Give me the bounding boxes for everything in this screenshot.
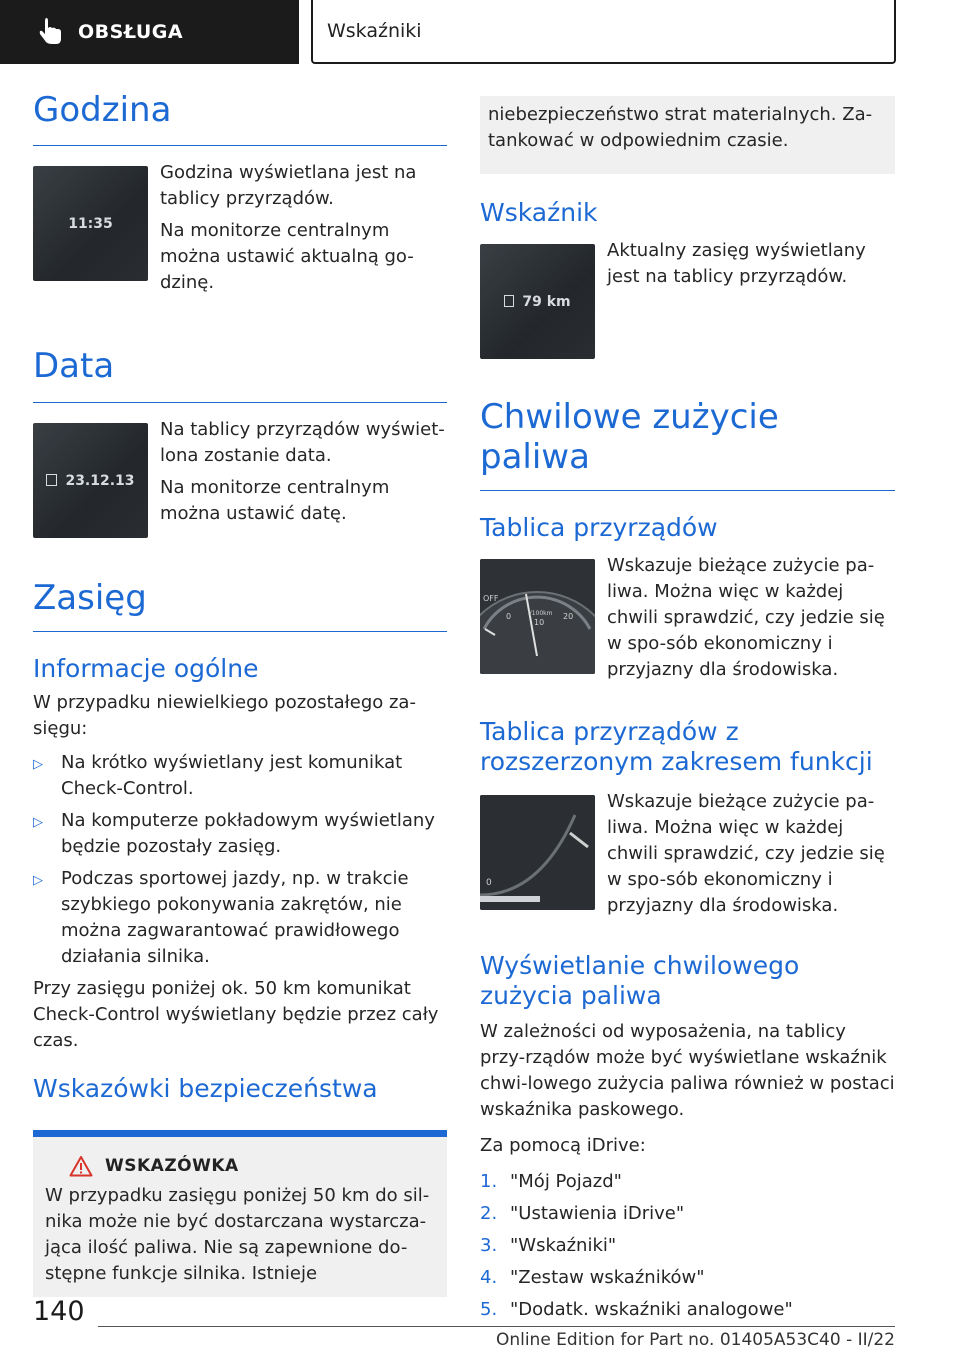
clock-display-text: 11:35 <box>68 215 113 232</box>
right-column <box>480 96 895 1329</box>
wskaznik-block <box>480 240 895 359</box>
warning-continuation-text: niebezpieczeństwo strat materialnych. Za-tankować w odpowiednim czasie. <box>488 104 873 151</box>
clock-display-image <box>33 166 148 281</box>
warning-triangle-icon <box>69 1155 93 1177</box>
heading-data: Data <box>33 346 115 386</box>
list-item: 5. "Dodatk. wskaźniki analogowe" <box>480 1299 793 1320</box>
heading-rule <box>33 402 447 403</box>
heading-wyswietlanie: Wyświetlanie chwilowego zużycia paliwa <box>480 951 800 1010</box>
heading-rule <box>480 490 895 491</box>
warning-title: WSKAZÓWKA <box>105 1156 239 1176</box>
edition-note: Online Edition for Part no. 01405A53C40 - II/22 <box>495 1330 895 1350</box>
godzina-block <box>33 162 447 296</box>
date-display-image <box>33 423 148 538</box>
gauge-20-label: 20 <box>563 612 574 621</box>
heading-informacje-ogolne: Informacje ogólne <box>33 654 259 683</box>
heading-tablica-rozszerzona: Tablica przyrządów z rozszerzonym zakresem funkcji <box>480 717 873 776</box>
data-paragraph-1: Na tablicy przyrządów wyświet-lona zostanie data. <box>160 419 445 466</box>
footer-rule <box>98 1326 895 1327</box>
calendar-icon <box>46 474 57 486</box>
zasieg-intro: W przypadku niewielkiego pozostałego za-sięgu: <box>33 692 416 739</box>
zasieg-outro: Przy zasięgu poniżej ok. 50 km komunikat Check-Control wyświetlany będzie przez cały czas. <box>33 978 439 1051</box>
heading-rule <box>33 145 447 146</box>
godzina-paragraph-1: Godzina wyświetlana jest na tablicy przyrządów. <box>160 162 417 209</box>
heading-tablica-przyrzadow: Tablica przyrządów <box>480 513 718 542</box>
gauge-unit-label: l/100km <box>528 610 553 617</box>
heading-wskazowki-bezpieczenstwa: Wskazówki bezpieczeństwa <box>33 1074 378 1103</box>
wyswietlanie-paragraph-1: W zależności od wyposażenia, na tablicy przy-rządów może być wyświetlane wskaźnik chwi-lowego zużycia paliwa również w postaci wskaźnika paskowego. <box>480 1021 895 1120</box>
page-number: 140 <box>33 1296 85 1327</box>
rozszerzona-paragraph: Wskazuje bieżące zużycie pa-liwa. Można więc w każdej chwili sprawdzić, czy jedzie się w spo-sób ekonomiczny i przyjazny dla środowiska. <box>607 791 885 916</box>
list-item: 3. "Wskaźniki" <box>480 1235 617 1256</box>
heading-chwilowe-zuzycie: Chwilowe zużycie paliwa <box>480 397 779 477</box>
list-item: ▷ Na krótko wyświetlany jest komunikat Check-Control. <box>33 750 447 802</box>
tablica-paragraph: Wskazuje bieżące zużycie pa-liwa. Można więc w każdej chwili sprawdzić, czy jedzie się w spo-sób ekonomiczny i przyjazny dla środowiska. <box>607 555 885 680</box>
heading-godzina: Godzina <box>33 90 172 130</box>
list-item: 2. "Ustawienia iDrive" <box>480 1203 685 1224</box>
gauge-10-label: 10 <box>534 618 545 627</box>
rozszerzona-block <box>480 791 895 919</box>
gauge-off-label: OFF <box>483 594 499 603</box>
list-item: ▷ Na komputerze pokładowym wyświetlany będzie pozostały zasięg. <box>33 808 447 860</box>
list-item: 1. "Mój Pojazd" <box>480 1171 622 1192</box>
warning-box <box>33 1130 447 1297</box>
left-column <box>33 90 447 1297</box>
triangle-bullet-icon: ▷ <box>33 757 43 772</box>
page-header <box>0 0 960 66</box>
chapter-title-box <box>311 0 896 64</box>
extended-gauge-image <box>480 795 595 910</box>
tablica-block <box>480 555 895 683</box>
list-item: ▷ Podczas sportowej jazdy, np. w trakcie szybkiego pokonywania zakrętów, nie można zagwarantować prawidłowego działania silnika. <box>33 866 447 970</box>
extended-gauge-0-label: 0 <box>486 878 492 888</box>
triangle-bullet-icon: ▷ <box>33 873 43 888</box>
zasieg-bullet-list <box>33 750 447 970</box>
fuel-pump-icon <box>504 295 514 307</box>
list-item: 4. "Zestaw wskaźników" <box>480 1267 705 1288</box>
range-display-text: 79 km <box>522 293 571 310</box>
heading-rule <box>33 631 447 632</box>
gauge-0-label: 0 <box>506 612 512 621</box>
date-display-text: 23.12.13 <box>65 472 135 489</box>
warning-continuation-box <box>480 96 895 174</box>
heading-wskaznik: Wskaźnik <box>480 198 598 227</box>
triangle-bullet-icon: ▷ <box>33 815 43 830</box>
data-paragraph-2: Na monitorze centralnym można ustawić datę. <box>160 477 390 524</box>
range-display-image <box>480 244 595 359</box>
section-label: OBSŁUGA <box>78 21 184 43</box>
section-tab <box>0 0 299 64</box>
data-block <box>33 419 447 538</box>
chapter-title: Wskaźniki <box>327 20 422 42</box>
pointing-hand-icon <box>36 17 66 47</box>
godzina-paragraph-2: Na monitorze centralnym można ustawić aktualną go-dzinę. <box>160 220 414 293</box>
heading-zasieg: Zasięg <box>33 578 147 618</box>
wskaznik-paragraph: Aktualny zasięg wyświetlany jest na tablicy przyrządów. <box>607 240 866 287</box>
idrive-steps-list <box>480 1169 895 1323</box>
warning-text: W przypadku zasięgu poniżej 50 km do sil-nika może nie być dostarczana wystarcza-jąca ilość paliwa. Nie są zapewnione do-stępne funkcje silnika. Istnieje <box>45 1185 430 1284</box>
fuel-gauge-image <box>480 559 595 674</box>
wyswietlanie-paragraph-2: Za pomocą iDrive: <box>480 1135 646 1156</box>
